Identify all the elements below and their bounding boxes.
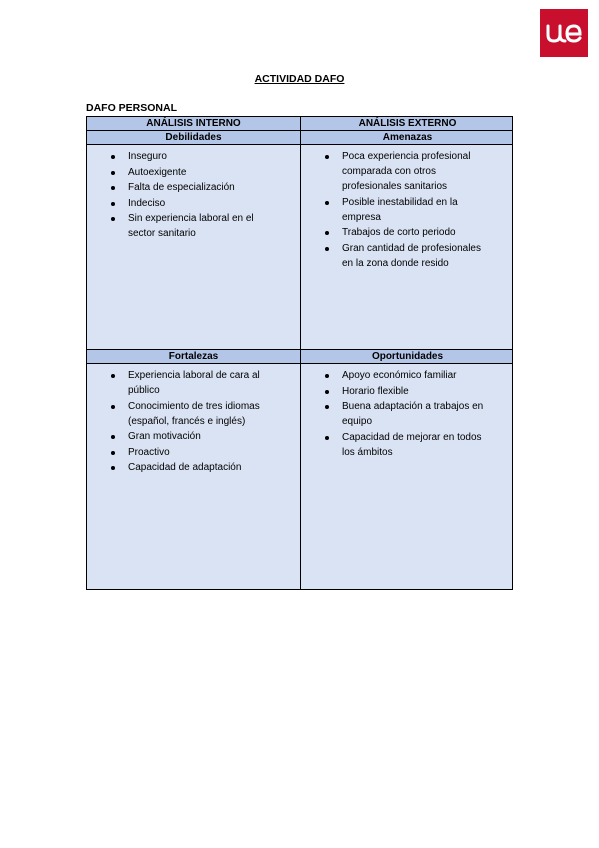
col-header-internal: ANÁLISIS INTERNO [146, 118, 241, 129]
header-amenazas: Amenazas [382, 132, 433, 143]
header-oportunidades: Oportunidades [371, 351, 444, 362]
list-item: Gran motivación [106, 429, 276, 444]
header-debilidades: Debilidades [165, 132, 222, 143]
section-title: DAFO PERSONAL [86, 102, 178, 114]
col-header-external: ANÁLISIS EXTERNO [358, 118, 457, 129]
dafo-table [86, 116, 513, 590]
list-item: Poca experiencia profesional comparada con otros profesionales sanitarios [320, 149, 490, 194]
amenazas-list [320, 149, 490, 271]
ue-logo-icon [544, 20, 584, 46]
list-item: Falta de especialización [106, 180, 276, 195]
header-fortalezas: Fortalezas [168, 351, 219, 362]
fortalezas-list [106, 368, 276, 476]
list-item: Gran cantidad de profesionales en la zona donde resido [320, 241, 490, 271]
list-item: Trabajos de corto periodo [320, 225, 490, 240]
list-item: Proactivo [106, 445, 276, 460]
list-item: Conocimiento de tres idiomas (español, francés e inglés) [106, 399, 276, 429]
list-item: Inseguro [106, 149, 276, 164]
list-item: Capacidad de mejorar en todos los ámbitos [320, 430, 490, 460]
list-item: Posible inestabilidad en la empresa [320, 195, 490, 225]
debilidades-list [106, 149, 276, 242]
list-item: Horario flexible [320, 384, 490, 399]
list-item: Apoyo económico familiar [320, 368, 490, 383]
list-item: Capacidad de adaptación [106, 460, 276, 475]
list-item: Indeciso [106, 196, 276, 211]
list-item: Experiencia laboral de cara al público [106, 368, 276, 398]
list-item: Sin experiencia laboral en el sector sanitario [106, 211, 276, 241]
oportunidades-list [320, 368, 490, 460]
document-title: ACTIVIDAD DAFO [254, 73, 345, 85]
university-logo [540, 9, 588, 57]
list-item: Buena adaptación a trabajos en equipo [320, 399, 490, 429]
list-item: Autoexigente [106, 165, 276, 180]
